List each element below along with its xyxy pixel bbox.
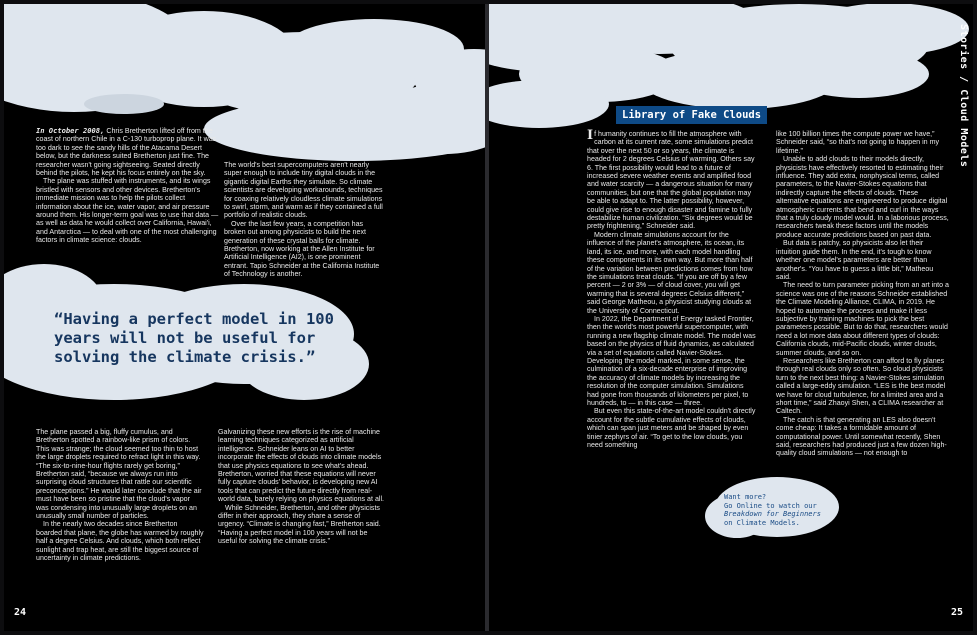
article-column-1-bottom [36, 428, 204, 563]
drop-cap: I [587, 128, 594, 143]
section-label: Stories / Cloud Models [958, 24, 969, 168]
article-column-3 [587, 130, 757, 449]
article-paragraph: The world's best supercomputers aren't nearly super enough to include tiny digital clouds in the gigantic digital Earths they simulate. So climate scientists are developing workarounds, techniques for coaxing relatively cloudless climate simulations to swirl, storm, and warm as if they contained a full portfolio of realistic clouds. [224, 161, 383, 220]
article-paragraph: Researchers like Bretherton can afford to fly planes through real clouds only so often. So cloud physicists turn to the next best thing: a Navier-Stokes simulation called a large-eddy simulation. “LES is the best model we have for cloud turbulence, for a limited area and a short time,” said Zhaoyi Shen, a CLIMA researcher at Caltech. [776, 356, 946, 416]
article-paragraph: But data is patchy, so physicists also let their intuition guide them. In the end, it's tough to know whether one model's parameters are better than another's. “You have to guess a little bit,” Matheou said. [776, 239, 934, 281]
article-paragraph: Over the last few years, a competition has broken out among physicists to build the next generation of these crystal balls for climate. Bretherton, now working at the Allen Institute for Artificial Intelligence (AI2), is one prominent entrant. Tapio Schneider at the California Institute of Technology is another. [224, 219, 380, 279]
article-paragraph: While Schneider, Bretherton, and other physicists differ in their approach, they share a sense of urgency. “Climate is changing fast,” Bretherton said. “Having a perfect model in 100 years will not be useful for solving the climate crisis.” [218, 503, 381, 546]
article-paragraph: In the nearly two decades since Bretherton boarded that plane, the globe has warmed by roughly half a degree Celsius. And clouds, which both reflect sunlight and trap heat, are still the biggest source of uncertainty in climate predictions. [36, 520, 204, 563]
article-paragraph: If humanity continues to fill the atmosphere with carbon at its current rate, some simulations predict that over the next 50 or so years, the climate is headed for 2 degrees Celsius of warming. Others say 6. The first possibility would lead to a future of increased severe weather events and amplified food and water scarcity — a dangerous situation for many communities, but one that the global population may be able to adapt to. The latter possibility, however, could give rise to enough disaster and famine to fully destabilize human civilization. “Six degrees would be pretty frightening,” Schneider said. [587, 128, 755, 231]
left-page [4, 4, 485, 631]
article-paragraph: like 100 billion times the compute power we have,” Schneider said, “so that's not going to happen in my lifetime.” [776, 130, 940, 155]
article-paragraph: The catch is that generating an LES also doesn't come cheap: It takes a formidable amount of computational power. Until somewhat recently, Shen said, researchers had produced just a few dozen high-quality cloud simulations — not enough to [776, 415, 947, 458]
article-paragraph: Galvanizing these new efforts is the rise of machine learning techniques categorized as artificial intelligence. Schneider leans on AI to better incorporate the effects of clouds into climate models that use physics equations to see what's ahead. Bretherton, worried that these equations will never fully capture clouds' behavior, is developing new AI tools that can predict the future directly from real-world data, barely relying on physics equations at all. [218, 428, 385, 504]
right-page [489, 4, 973, 631]
article-column-2-top [224, 161, 386, 279]
article-column-1-top [36, 127, 222, 245]
article-column-4 [776, 130, 949, 458]
callout-line: Go Online to watch our [724, 501, 817, 510]
article-paragraph: In 2022, the Department of Energy tasked Frontier, then the world's most powerful supercomputer, with running a new flagship climate model. The model was based on the physics of fluid dynamics, as calculated via a set of equations called Navier-Stokes. Developing the model marked, in some sense, the culmination of a six-decade enterprise of improving the accuracy of climate models by increasing the resolution of the computer simulation. Simulations had gone from thousands of kilometers per pixel, to hundreds, to — in this case — three. [587, 314, 756, 407]
pull-quote: “Having a perfect model in 100 years will not be useful for solving the climate crisis.” [54, 310, 334, 366]
callout-link[interactable]: Breakdown for Beginners [724, 510, 821, 519]
article-paragraph: The plane was stuffed with instruments, and its wings bristled with sensors and other devices. Bretherton's immediate mission was to help the pilots collect information about the ice, water vapor, and air pressure around them. His longer-term goal was to use that data — as well as data he would collect over California, Hawai'i, and Antarctica — to deal with one of the most challenging factors in climate science: clouds. [36, 177, 219, 245]
article-paragraph: Unable to add clouds to their models directly, physicists have effectively resorted to estimating their influence. They add extra, nonphysical terms, called parameters, to the Navier-Stokes equations that indirectly capture the effects of clouds. These alternative equations are engineered to produce digital atmospheric currents that bend and curl in the ways that a truly cloudy model would. In a laborious process, researchers tweak these factors until the models produce accurate predictions based on past data. [776, 155, 949, 239]
article-paragraph: The plane passed a big, fluffy cumulus, and Bretherton spotted a rainbow-like prism of colors. This was strange; the cloud seemed too thin to host the large droplets required to refract light in this way. “The six-to-nine-hour flights rarely get boring,” Bretherton said, “because we always run into surprising cloud structures that rattle our scientific preconceptions.” He would later conclude that the air must have been so pristine that the cloud's vapor was condensing into unusually large droplets on an unusually small number of particles. [36, 428, 202, 521]
article-paragraph: But even this state-of-the-art model couldn't directly account for the subtle cumulative effects of clouds, which can span just meters and be shaped by even tinier zephyrs of air. “To get to the low clouds, you need something [587, 407, 756, 450]
article-paragraph: In October 2008, Chris Bretherton lifted off from the coast of northern Chile in a C-130 turboprop plane. It was too dark to see the sandy hills of the Atacama Desert below, but the darkness suited Bretherton just fine. The researcher wasn't going sightseeing. Seated directly behind the pilots, he kept his focus entirely on the sky. [36, 126, 217, 178]
article-column-2-bottom [218, 428, 388, 546]
callout-line: Want more? [724, 493, 767, 501]
lead-in: In October 2008, [36, 126, 105, 135]
page-number: 25 [950, 607, 963, 618]
section-title: Library of Fake Clouds [616, 106, 767, 124]
article-paragraph: Modern climate simulations account for the influence of the planet's atmosphere, its ocean, its land, its ice, and more, with each model handling these components in its own way. But more than half of the variation between predictions comes from how the simulations treat clouds. “If you are off by a few percent — 2 or 3% — of cloud cover, you will get warming that is several degrees Celsius different,” said George Matheou, a physicist studying clouds at the University of Connecticut. [587, 230, 753, 315]
article-paragraph: The need to turn parameter picking from an art into a science was one of the reasons Schneider established the Climate Modeling Alliance, CLIMA, in 2019. He hoped to automate the process and make it less subjective by training machines to pick the best parameters possible. But to do that, researchers would need a lot more data about different types of clouds: California clouds, mid-Pacific clouds, winter clouds, summer clouds, and so on. [776, 281, 950, 357]
online-callout [724, 493, 832, 527]
callout-line: on Climate Models. [724, 518, 800, 527]
page-number: 24 [14, 607, 27, 618]
